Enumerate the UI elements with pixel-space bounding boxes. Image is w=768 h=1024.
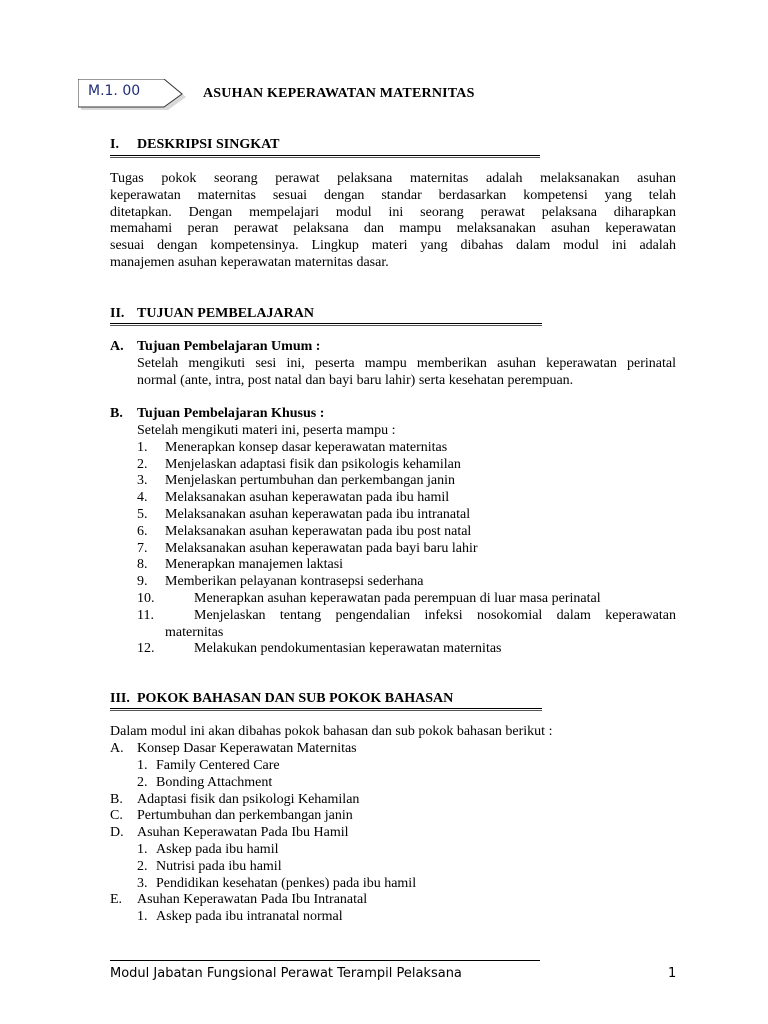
list-item: Melaksanakan asuhan keperawatan pada bayi baru lahir bbox=[165, 541, 478, 556]
list-item: Melaksanakan asuhan keperawatan pada ibu post natal bbox=[165, 524, 472, 539]
subtopic-item: Askep pada ibu intranatal normal bbox=[156, 909, 343, 924]
module-code: M.1. 00 bbox=[88, 83, 141, 99]
list-item: Melakukan pendokumentasian keperawatan maternitas bbox=[194, 641, 502, 656]
section-number: III. bbox=[110, 691, 130, 706]
paragraph-line: sesuai dengan kompetensinya. Lingkup materi yang dibahas dalam modul ini adalah bbox=[110, 238, 676, 254]
page-number: 1 bbox=[668, 966, 677, 981]
subtopic-number: 2. bbox=[137, 775, 148, 790]
paragraph-line: manajemen asuhan keperawatan maternitas dasar. bbox=[110, 254, 389, 270]
list-item: Melaksanakan asuhan keperawatan pada ibu intranatal bbox=[165, 507, 471, 522]
list-item: Menerapkan manajemen laktasi bbox=[165, 557, 344, 572]
topic-item: Asuhan Keperawatan Pada Ibu Intranatal bbox=[137, 892, 368, 907]
paragraph-line: memahami peran perawat pelaksana dan mampu melaksanakan asuhan keperawatan bbox=[110, 221, 676, 237]
subtopic-item: Askep pada ibu hamil bbox=[156, 842, 279, 857]
list-item-number: 3. bbox=[137, 473, 148, 488]
paragraph-line: Tugas pokok seorang perawat pelaksana maternitas adalah melaksanakan asuhan bbox=[110, 171, 676, 186]
heading-underline bbox=[110, 708, 542, 709]
topic-item: Konsep Dasar Keperawatan Maternitas bbox=[137, 741, 357, 756]
subtopic-number: 3. bbox=[137, 876, 148, 891]
subsection-label: A. bbox=[110, 339, 124, 354]
pokok-intro: Dalam modul ini akan dibahas pokok bahasan dan sub pokok bahasan berikut : bbox=[110, 724, 553, 739]
list-item: Memberikan pelayanan kontrasepsi sederhana bbox=[165, 574, 424, 589]
heading-underline-shadow bbox=[110, 157, 540, 158]
subtopic-number: 1. bbox=[137, 842, 148, 857]
subtopic-item: Family Centered Care bbox=[156, 758, 280, 773]
topic-item: Asuhan Keperawatan Pada Ibu Hamil bbox=[137, 825, 349, 840]
subtopic-number: 1. bbox=[137, 758, 148, 773]
list-item-number: 2. bbox=[137, 457, 148, 472]
heading-underline-shadow bbox=[110, 325, 542, 326]
subsection-heading-khusus: Tujuan Pembelajaran Khusus : bbox=[137, 406, 325, 421]
footer-rule bbox=[110, 960, 540, 961]
subtopic-number: 1. bbox=[137, 909, 148, 924]
paragraph-line: ditetapkan. Dengan mempelajari modul ini seorang perawat pelaksana diharapkan bbox=[110, 204, 676, 220]
topic-label: C. bbox=[110, 808, 123, 823]
list-item: Menjelaskan tentang pengendalian infeksi nosokomial dalam keperawatan bbox=[194, 608, 676, 623]
subtopic-number: 2. bbox=[137, 859, 148, 874]
module-code-badge bbox=[78, 79, 190, 111]
paragraph-line: normal (ante, intra, post natal dan bayi baru lahir) serta kesehatan perempuan. bbox=[137, 372, 574, 388]
paragraph-line: Setelah mengikuti sesi ini, peserta mampu memberikan asuhan keperawatan perinatal bbox=[137, 356, 676, 371]
list-item-number: 8. bbox=[137, 557, 148, 572]
khusus-intro: Setelah mengikuti materi ini, peserta mampu : bbox=[137, 423, 396, 438]
heading-underline-shadow bbox=[110, 710, 542, 711]
list-item-number: 6. bbox=[137, 524, 148, 539]
heading-underline bbox=[110, 155, 540, 156]
list-item-number: 4. bbox=[137, 490, 148, 505]
footer-text: Modul Jabatan Fungsional Perawat Terampil Pelaksana bbox=[110, 966, 462, 981]
umum-paragraph bbox=[137, 356, 676, 390]
topic-label: D. bbox=[110, 825, 124, 840]
section-title: TUJUAN PEMBELAJARAN bbox=[137, 306, 314, 321]
list-item-number: 10. bbox=[137, 591, 155, 606]
list-item-number: 7. bbox=[137, 541, 148, 556]
section-title: DESKRIPSI SINGKAT bbox=[137, 137, 280, 152]
paragraph-line: keperawatan maternitas sesuai dengan standar berdasarkan kompetensi yang telah bbox=[110, 187, 676, 203]
section-number: II. bbox=[110, 306, 125, 321]
topic-label: B. bbox=[110, 792, 123, 807]
list-item: Melaksanakan asuhan keperawatan pada ibu hamil bbox=[165, 490, 450, 505]
list-item: Menerapkan asuhan keperawatan pada perempuan di luar masa perinatal bbox=[194, 591, 601, 606]
subtopic-item: Pendidikan kesehatan (penkes) pada ibu hamil bbox=[156, 876, 417, 891]
list-item-number: 1. bbox=[137, 440, 148, 455]
topic-label: A. bbox=[110, 741, 124, 756]
description-paragraph bbox=[110, 171, 676, 272]
subtopic-item: Bonding Attachment bbox=[156, 775, 273, 790]
list-item-number: 12. bbox=[137, 641, 155, 656]
section-heading-deskripsi bbox=[110, 137, 280, 154]
section-heading-tujuan bbox=[110, 306, 314, 323]
list-item: Menjelaskan pertumbuhan dan perkembangan janin bbox=[165, 473, 456, 488]
list-item: Menjelaskan adaptasi fisik dan psikologis kehamilan bbox=[165, 457, 461, 472]
list-item-number: 5. bbox=[137, 507, 148, 522]
topic-item: Pertumbuhan dan perkembangan janin bbox=[137, 808, 353, 823]
topic-item: Adaptasi fisik dan psikologi Kehamilan bbox=[137, 792, 360, 807]
subsection-heading-umum: Tujuan Pembelajaran Umum : bbox=[137, 339, 321, 354]
list-item-continuation: maternitas bbox=[165, 625, 224, 640]
section-number: I. bbox=[110, 137, 119, 152]
subtopic-item: Nutrisi pada ibu hamil bbox=[156, 859, 282, 874]
document-title: ASUHAN KEPERAWATAN MATERNITAS bbox=[203, 86, 475, 101]
subsection-label: B. bbox=[110, 406, 123, 421]
heading-underline bbox=[110, 323, 542, 324]
section-heading-pokok-bahasan bbox=[110, 691, 453, 708]
section-title: POKOK BAHASAN DAN SUB POKOK BAHASAN bbox=[137, 691, 454, 706]
topic-label: E. bbox=[110, 892, 123, 907]
list-item-number: 9. bbox=[137, 574, 148, 589]
list-item-number: 11. bbox=[137, 608, 154, 623]
list-item: Menerapkan konsep dasar keperawatan maternitas bbox=[165, 440, 448, 455]
